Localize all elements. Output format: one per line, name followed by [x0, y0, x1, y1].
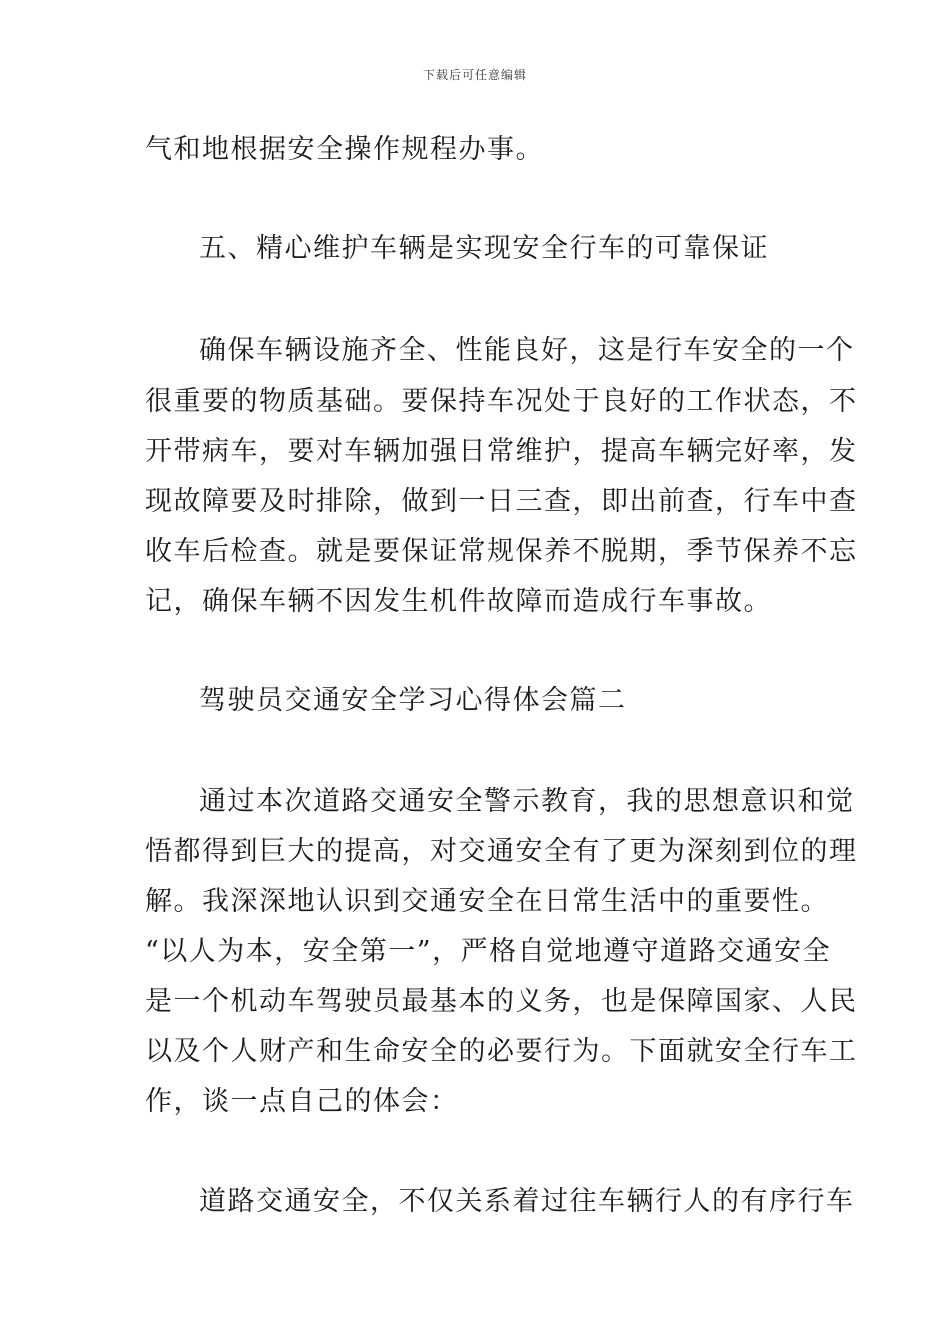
text-line-11: 悟都得到巨大的提高，对交通安全有了更为深刻到位的理: [145, 836, 858, 867]
section-heading-5: 五、精心维护车辆是实现安全行车的可靠保证: [199, 233, 769, 264]
section-title-part-2: 驾驶员交通安全学习心得体会篇二: [199, 685, 627, 716]
text-line-7: 收车后检查。就是要保证常规保养不脱期，季节保养不忘: [145, 536, 858, 567]
text-line-8: 记，确保车辆不因发生机件故障而造成行车事故。: [145, 586, 772, 617]
text-line-16: 作，谈一点自己的体会：: [145, 1086, 459, 1117]
text-line-3: 确保车辆设施齐全、性能良好，这是行车安全的一个: [199, 335, 855, 366]
header-note: 下载后可任意编辑: [422, 68, 527, 82]
text-line-13: “以人为本，安全第一”，严格自觉地遵守道路交通安全: [145, 936, 832, 967]
text-line-12: 解。我深深地认识到交通安全在日常生活中的重要性。: [145, 886, 829, 917]
text-line-17: 道路交通安全，不仅关系着过往车辆行人的有序行车: [199, 1186, 855, 1217]
text-line-4: 很重要的物质基础。要保持车况处于良好的工作状态，不: [145, 386, 858, 417]
text-line-5: 开带病车，要对车辆加强日常维护，提高车辆完好率，发: [145, 436, 858, 467]
text-line-15: 以及个人财产和生命安全的必要行为。下面就安全行车工: [145, 1036, 858, 1067]
text-line-6: 现故障要及时排除，做到一日三查，即出前查，行车中查: [145, 486, 858, 517]
text-line-10: 通过本次道路交通安全警示教育，我的思想意识和觉: [199, 786, 855, 817]
text-line-1: 气和地根据安全操作规程办事。: [145, 134, 544, 165]
text-line-14: 是一个机动车驾驶员最基本的义务，也是保障国家、人民: [145, 986, 858, 1017]
